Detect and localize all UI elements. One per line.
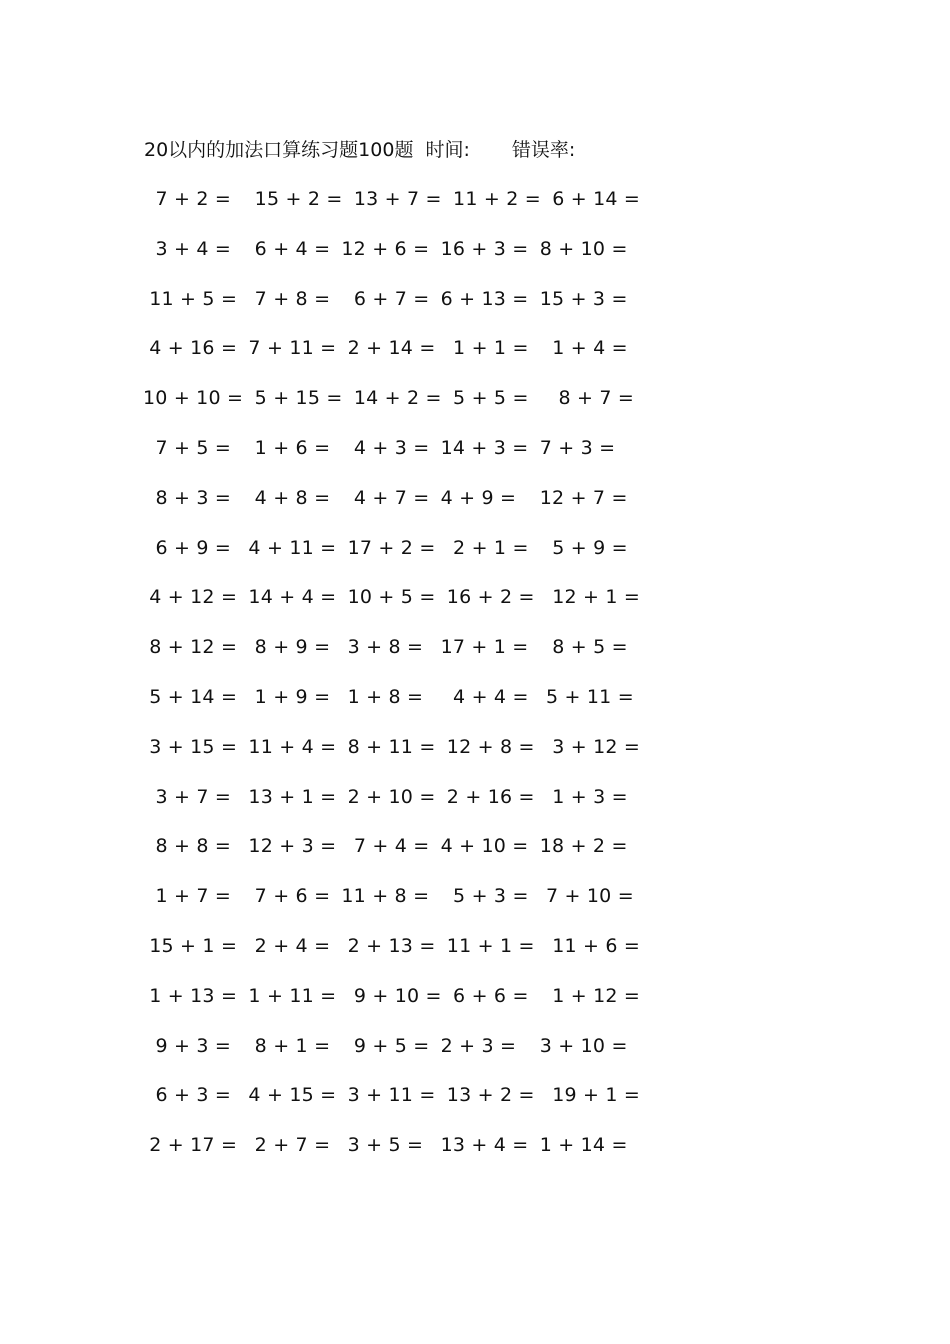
problem: 11 + 2 = xyxy=(440,188,541,210)
problem: 14 + 2 = xyxy=(341,387,442,410)
problem: 5 + 5 = xyxy=(440,387,529,410)
problem: 2 + 7 = xyxy=(242,1134,331,1157)
problem: 2 + 13 = xyxy=(341,934,436,957)
problem: 5 + 9 = xyxy=(539,536,628,559)
problem: 3 + 5 = xyxy=(341,1134,424,1157)
problem: 1 + 12 = xyxy=(539,984,641,1007)
problem: 7 + 2 = xyxy=(143,188,232,210)
problem: 4 + 8 = xyxy=(242,486,331,509)
problem: 6 + 3 = xyxy=(143,1084,232,1107)
problem-row-5 xyxy=(143,385,643,435)
error-rate-label: 错误率: xyxy=(511,139,576,161)
problem: 1 + 1 = xyxy=(440,337,529,360)
problem: 11 + 1 = xyxy=(440,934,535,957)
problem: 8 + 9 = xyxy=(242,636,331,659)
problem: 11 + 6 = xyxy=(539,934,641,957)
problem: 4 + 4 = xyxy=(440,685,529,708)
problem: 2 + 10 = xyxy=(341,785,436,808)
problem: 1 + 7 = xyxy=(143,885,232,908)
problem: 1 + 6 = xyxy=(242,436,331,459)
problem: 3 + 15 = xyxy=(143,735,238,758)
problem: 1 + 3 = xyxy=(539,785,628,808)
problem: 11 + 8 = xyxy=(341,885,430,908)
time-label: 时间: xyxy=(425,139,470,161)
problem: 14 + 3 = xyxy=(440,436,529,459)
problem: 4 + 3 = xyxy=(341,436,430,459)
problem: 5 + 14 = xyxy=(143,685,238,708)
problem: 8 + 10 = xyxy=(539,237,628,260)
problem: 1 + 11 = xyxy=(242,984,337,1007)
problem: 2 + 17 = xyxy=(143,1134,238,1157)
problem-row-8 xyxy=(143,535,643,585)
problem: 11 + 4 = xyxy=(242,735,337,758)
problem: 6 + 6 = xyxy=(440,984,529,1007)
problem: 9 + 10 = xyxy=(341,984,442,1007)
problem: 4 + 15 = xyxy=(242,1084,337,1107)
problem: 3 + 7 = xyxy=(143,785,232,808)
problem: 3 + 8 = xyxy=(341,636,424,659)
problem: 7 + 10 = xyxy=(539,885,634,908)
problem: 6 + 7 = xyxy=(341,287,430,310)
problem: 9 + 5 = xyxy=(341,1034,430,1057)
problem: 3 + 10 = xyxy=(539,1034,628,1057)
problem: 15 + 2 = xyxy=(242,188,343,210)
problem: 1 + 14 = xyxy=(539,1134,628,1157)
problem: 6 + 9 = xyxy=(143,536,232,559)
problem: 13 + 7 = xyxy=(341,188,442,210)
problem: 16 + 3 = xyxy=(440,237,529,260)
problem-row-1 xyxy=(143,186,643,236)
problem: 2 + 1 = xyxy=(440,536,529,559)
problem: 6 + 13 = xyxy=(440,287,529,310)
problem-row-11 xyxy=(143,684,643,734)
problem: 19 + 1 = xyxy=(539,1084,641,1107)
problem: 8 + 7 = xyxy=(539,387,635,410)
problem-row-7 xyxy=(143,485,643,535)
problem: 5 + 11 = xyxy=(539,685,634,708)
problem-row-3 xyxy=(143,286,643,336)
problem: 6 + 14 = xyxy=(539,188,641,210)
problem: 11 + 5 = xyxy=(143,287,238,310)
problem: 3 + 4 = xyxy=(143,237,232,260)
problem: 8 + 8 = xyxy=(143,835,232,858)
problem-row-6 xyxy=(143,435,643,485)
problem-row-19 xyxy=(143,1082,643,1132)
problem: 7 + 11 = xyxy=(242,337,337,360)
problem-row-2 xyxy=(143,236,643,286)
problem-row-20 xyxy=(143,1132,643,1182)
problem: 4 + 11 = xyxy=(242,536,337,559)
title-line xyxy=(144,137,575,163)
problem: 7 + 5 = xyxy=(143,436,232,459)
problem: 12 + 8 = xyxy=(440,735,535,758)
problem: 10 + 5 = xyxy=(341,586,436,609)
problem: 4 + 7 = xyxy=(341,486,430,509)
problem: 15 + 1 = xyxy=(143,934,238,957)
problem: 2 + 16 = xyxy=(440,785,535,808)
problem: 8 + 12 = xyxy=(143,636,238,659)
problem: 18 + 2 = xyxy=(539,835,628,858)
problem-row-15 xyxy=(143,883,643,933)
problem: 3 + 11 = xyxy=(341,1084,436,1107)
problem: 8 + 1 = xyxy=(242,1034,331,1057)
problem: 17 + 1 = xyxy=(440,636,529,659)
problem-row-4 xyxy=(143,335,643,385)
page-title: 20以内的加法口算练习题100题 xyxy=(144,139,414,161)
problem-row-13 xyxy=(143,784,643,834)
problem-row-10 xyxy=(143,634,643,684)
problem: 12 + 3 = xyxy=(242,835,337,858)
problem: 8 + 3 = xyxy=(143,486,232,509)
problem: 15 + 3 = xyxy=(539,287,628,310)
problem-row-17 xyxy=(143,983,643,1033)
problem-grid xyxy=(143,186,643,1182)
problem: 7 + 4 = xyxy=(341,835,430,858)
problem: 12 + 6 = xyxy=(341,237,430,260)
problem: 5 + 3 = xyxy=(440,885,529,908)
problem: 16 + 2 = xyxy=(440,586,535,609)
problem: 4 + 9 = xyxy=(440,486,517,509)
problem: 9 + 3 = xyxy=(143,1034,232,1057)
problem: 4 + 10 = xyxy=(440,835,529,858)
problem-row-14 xyxy=(143,833,643,883)
problem: 2 + 3 = xyxy=(440,1034,517,1057)
problem-row-16 xyxy=(143,933,643,983)
problem: 1 + 8 = xyxy=(341,685,424,708)
problem: 1 + 4 = xyxy=(539,337,628,360)
problem: 10 + 10 = xyxy=(143,387,244,410)
problem: 1 + 9 = xyxy=(242,685,331,708)
problem: 6 + 4 = xyxy=(242,237,331,260)
problem: 1 + 13 = xyxy=(143,984,238,1007)
problem: 5 + 15 = xyxy=(242,387,343,410)
problem: 14 + 4 = xyxy=(242,586,337,609)
problem: 13 + 2 = xyxy=(440,1084,535,1107)
problem: 8 + 11 = xyxy=(341,735,436,758)
problem-row-18 xyxy=(143,1033,643,1083)
problem: 3 + 12 = xyxy=(539,735,641,758)
problem: 7 + 6 = xyxy=(242,885,331,908)
problem: 7 + 8 = xyxy=(242,287,331,310)
problem: 7 + 3 = xyxy=(539,436,616,459)
problem: 17 + 2 = xyxy=(341,536,436,559)
problem-row-9 xyxy=(143,584,643,634)
problem: 2 + 4 = xyxy=(242,934,331,957)
problem: 13 + 1 = xyxy=(242,785,337,808)
problem: 12 + 1 = xyxy=(539,586,641,609)
problem: 13 + 4 = xyxy=(440,1134,529,1157)
problem: 2 + 14 = xyxy=(341,337,436,360)
problem: 4 + 12 = xyxy=(143,586,238,609)
problem: 8 + 5 = xyxy=(539,636,628,659)
problem: 12 + 7 = xyxy=(539,486,628,509)
problem-row-12 xyxy=(143,734,643,784)
problem: 4 + 16 = xyxy=(143,337,238,360)
